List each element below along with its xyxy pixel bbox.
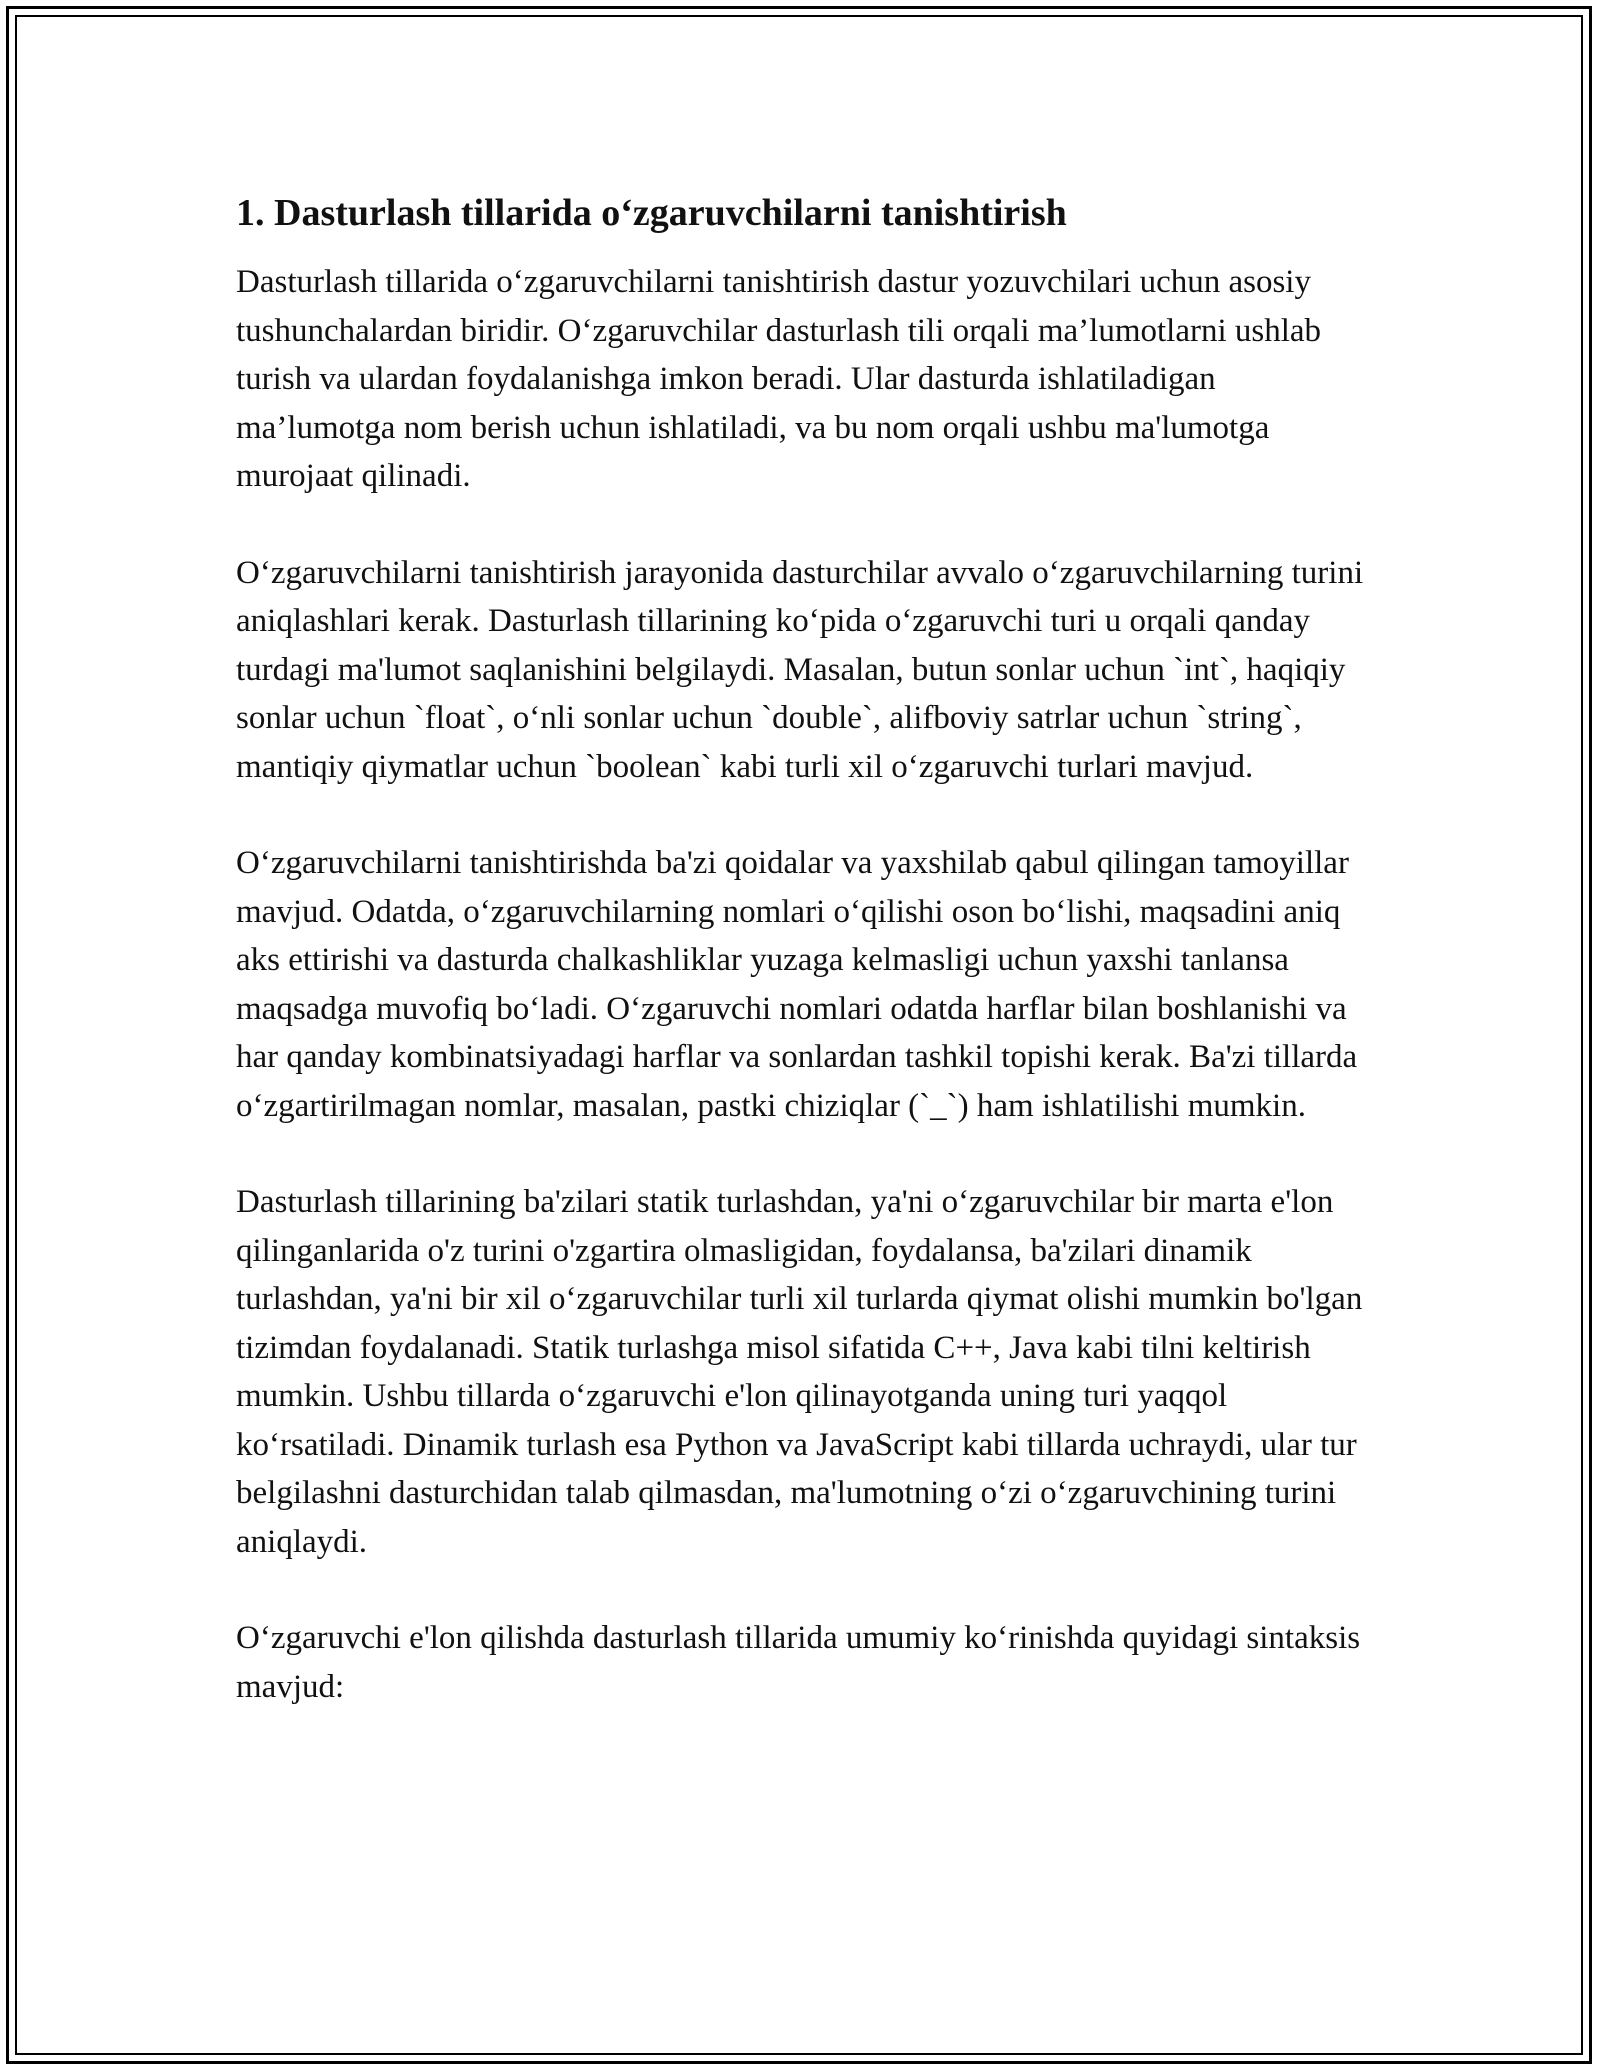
paragraph-naming-rules: O‘zgaruvchilarni tanishtirishda ba'zi qoidalar va yaxshilab qabul qilingan tamoyillar mavjud. Odatda, o‘zgaruvchilarning nomlari o‘qilishi oson bo‘lishi, maqsadini aniq aks ettirishi va dasturda chalkashliklar yuzaga kelmasligi uchun yaxshi tanlansa maqsadga muvofiq bo‘ladi. O‘zgaruvchi nomlari odatda harflar bilan boshlanishi va har qanday kombinatsiyadagi harflar va sonlardan tashkil topishi kerak. Ba'zi tillarda o‘zgartirilmagan nomlar, masalan, pastki chiziqlar (`_`) ham ishlatilishi mumkin. (236, 845, 1358, 1124)
paragraph-static-dynamic-typing: Dasturlash tillarining ba'zilari statik turlashdan, ya'ni o‘zgaruvchilar bir marta e'lon qilinganlarida o'z turini o'zgartira olmasligidan, foydalansa, ba'zilari dinamik turlashdan, ya'ni bir xil o‘zgaruvchilar turli xil turlarda qiymat olishi mumkin bo'lgan tizimdan foydalanadi. Statik turlashga misol sifatida C++, Java kabi tilni keltirish mumkin. Ushbu tillarda o‘zgaruvchi e'lon qilinayotganda uning turi yaqqol ko‘rsatiladi. Dinamik turlash esa Python va JavaScript kabi tillarda uchraydi, ular tur belgilashni dasturchidan talab qilmasdan, ma'lumotning o‘zi o‘zgaruvchining turini aniqlaydi. (236, 1184, 1363, 1560)
paragraph-variable-types: O‘zgaruvchilarni tanishtirish jarayonida dasturchilar avvalo o‘zgaruvchilarning turini aniqlashlari kerak. Dasturlash tillarining ko‘pida o‘zgaruvchi turi u orqali qanday turdagi ma'lumot saqlanishini belgilaydi. Masalan, butun sonlar uchun `int`, haqiqiy sonlar uchun `float`, o‘nli sonlar uchun `double`, alifboviy satrlar uchun `string`, mantiqiy qiymatlar uchun `boolean` kabi turli xil o‘zgaruvchi turlari mavjud. (236, 554, 1364, 785)
paragraph-syntax-intro: O‘zgaruvchi e'lon qilishda dasturlash tillarida umumiy ko‘rinishda quyidagi sintaksis mavjud: (236, 1620, 1361, 1705)
section-heading: 1. Dasturlash tillarida o‘zgaruvchilarni tanishtirish (236, 192, 1067, 234)
paragraph-intro: Dasturlash tillarida o‘zgaruvchilarni tanishtirish dastur yozuvchilari uchun asosiy tushunchalardan biridir. O‘zgaruvchilar dasturlash tili orqali ma’lumotlarni ushlab turish va ulardan foydalanishga imkon beradi. Ular dasturda ishlatiladigan ma’lumotga nom berish uchun ishlatiladi, va bu nom orqali ushbu ma'lumotga murojaat qilinadi. (236, 264, 1322, 494)
document-body (236, 188, 1364, 1759)
